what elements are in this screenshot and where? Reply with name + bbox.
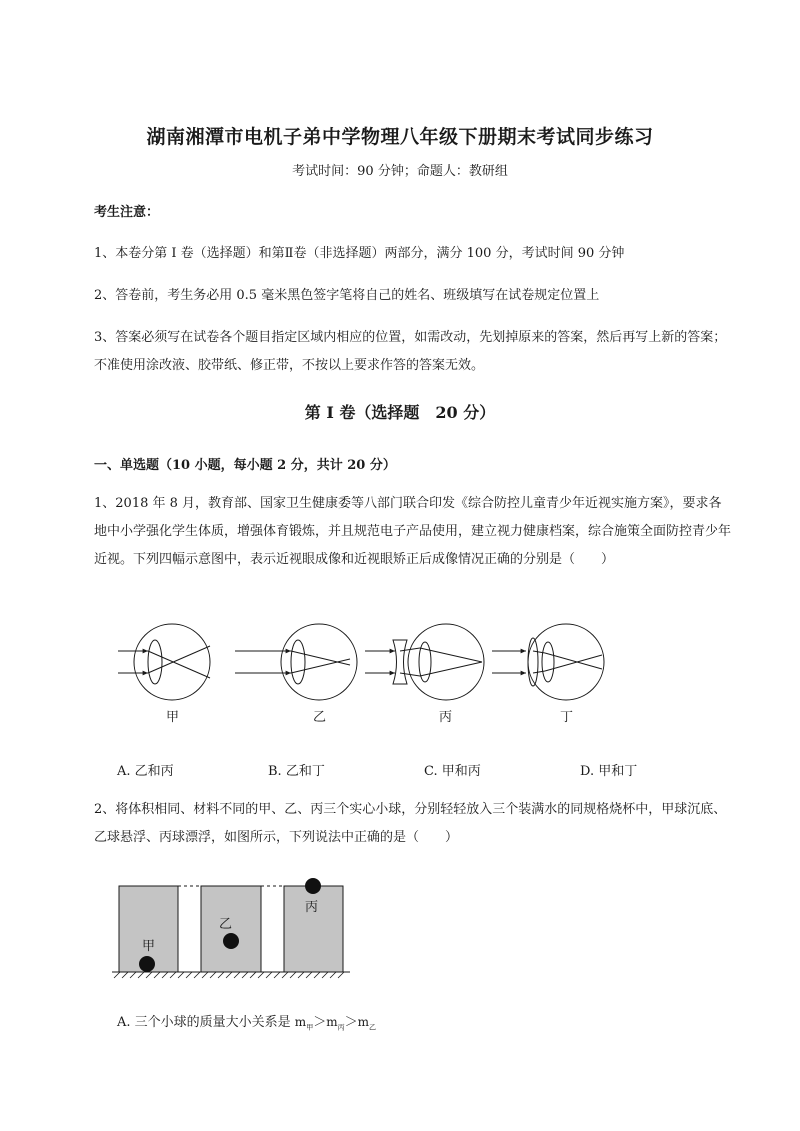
mass-symbol: m [294,1015,307,1029]
section-title: 第 I 卷（选择题 20 分） [304,403,496,422]
eye-diagram-yi [235,624,357,700]
ball-jia [139,956,155,972]
greater-than-sign: ＞ [313,1015,327,1030]
mass-subscript-yi: 乙 [369,1023,376,1032]
mass-subscript-bing: 丙 [337,1023,345,1032]
ball-label-bing: 丙 [305,900,319,915]
option-a-prefix: A. 三个小球的质量大小关系是 [117,1015,295,1030]
figure-label-bing: 丙 [439,710,453,725]
option-d[interactable]: D. 甲和丁 [580,764,638,779]
eye-diagrams-figure [0,620,800,730]
question-2-stem: 2、将体积相同、材料不同的甲、乙、丙三个实心小球，分别轻轻放入三个装满水的同规格烧杯中，甲球沉底、乙球悬浮、丙球漂浮，如图所示，下列说法中正确的是（ ） [94,802,727,845]
eye-diagram-ding [492,624,604,700]
ball-bing [305,878,321,894]
ground-hatching [114,972,344,978]
page-title: 湖南湘潭市电机子弟中学物理八年级下册期末考试同步练习 [146,126,654,148]
ball-label-yi: 乙 [219,917,233,932]
eye-diagram-bing [365,624,484,700]
ball-label-jia: 甲 [142,939,156,954]
notice-item: 1、本卷分第 I 卷（选择题）和第Ⅱ卷（非选择题）两部分，满分 100 分，考试时间 90 分钟 [94,246,625,261]
beakers-figure [0,870,800,990]
greater-than-sign: ＞ [344,1015,358,1030]
notice-item: 3、答案必须写在试卷各个题目指定区域内相应的位置，如需改动，先划掉原来的答案，然后再写上新的答案；不准使用涂改液、胶带纸、修正带，不按以上要求作答的答案无效。 [94,330,727,373]
mass-subscript-jia: 甲 [306,1023,314,1032]
exam-info: 考试时间：90 分钟；命题人：教研组 [292,164,508,179]
question-1-stem: 1、2018 年 8 月，教育部、国家卫生健康委等八部门联合印发《综合防控儿童青少年近视实施方案》，要求各地中小学强化学生体质，增强体育锻炼，并且规范电子产品使用，建立视力健康档案，综合施策全面防控青少年近视。下列四幅示意图中，表示近视眼成像和近视眼矫正后成像情况正确的分别是（ ） [94,496,732,567]
notice-heading: 考生注意： [94,205,160,220]
part-title: 一、单选题（10 小题，每小题 2 分，共计 20 分） [94,458,396,473]
notice-item: 2、答卷前，考生务必用 0.5 毫米黑色签字笔将自己的姓名、班级填写在试卷规定位置上 [94,288,600,303]
question-1-options [0,760,800,782]
option-a[interactable]: A. 乙和丙 [117,764,174,779]
figure-label-jia: 甲 [166,710,180,725]
question-2-option-a[interactable] [117,1008,717,1042]
option-b[interactable]: B. 乙和丁 [268,764,325,779]
mass-symbol: m [357,1015,369,1029]
beaker-bing [284,886,343,972]
eye-diagram-jia [118,624,210,700]
mass-symbol: m [326,1015,338,1029]
option-c[interactable]: C. 甲和丙 [424,764,481,779]
figure-label-ding: 丁 [560,710,574,725]
figure-label-yi: 乙 [313,710,327,725]
ball-yi [223,933,239,949]
